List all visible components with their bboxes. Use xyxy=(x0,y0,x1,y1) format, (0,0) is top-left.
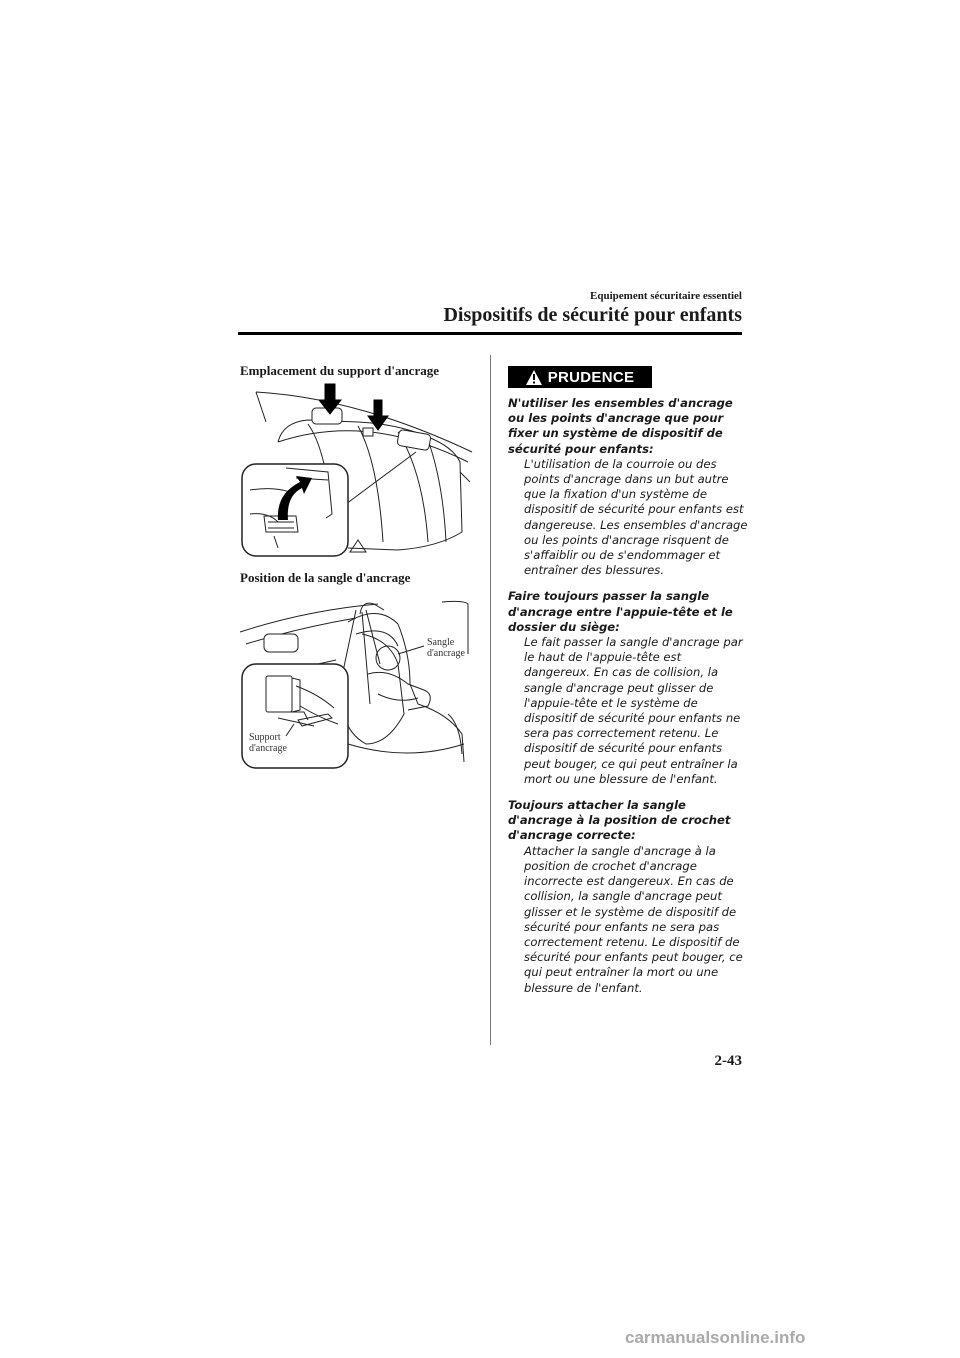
watermark: carmanualsonline.info xyxy=(625,1328,806,1347)
strap-label-line1: Sangle xyxy=(427,637,455,648)
strap-label xyxy=(427,637,465,659)
warning-item-3-lead: Toujours attacher la sangle d'ancrage à la position de crochet d'ancrage correcte: xyxy=(508,798,731,843)
warning-item-2-lead: Faire toujours passer la sangle d'ancrage entre l'appuie-tête et le dossier du siège: xyxy=(508,589,733,634)
support-label-line2: d'ancrage xyxy=(249,743,287,754)
section-name: Equipement sécuritaire essentiel xyxy=(590,290,742,302)
strap-label-line2: d'ancrage xyxy=(427,648,465,659)
figure2-caption: Position de la sangle d'ancrage xyxy=(240,570,411,585)
figure1-caption: Emplacement du support d'ancrage xyxy=(240,363,439,378)
warning-badge-label: PRUDENCE xyxy=(547,368,635,386)
header-rule xyxy=(238,332,742,335)
warning-item-1-lead: N'utiliser les ensembles d'ancrage ou les points d'ancrage que pour fixer un système de dispositif de sécurité pour enfants: xyxy=(508,396,733,456)
column-divider xyxy=(490,355,491,1045)
warning-item-2-detail: Le fait passer la sangle d'ancrage par le haut de l'appuie-tête est dangereux. En cas de collision, la sangle d'ancrage peut glisser de l'appuie-tête et le système de dispositif de sécurité pour enfants ne sera pas correctement retenu. Le dispositif de sécurité pour enfants peut bouger, ce qui peut entraîner la mort ou une blessure de l'enfant. xyxy=(524,635,743,786)
warning-badge xyxy=(508,366,652,388)
warning-item-3-detail: Attacher la sangle d'ancrage à la position de crochet d'ancrage incorrecte est dangereux. En cas de collision, la sangle d'ancrage peut glisser et le système de dispositif de sécurité pour enfants ne sera pas correctement retenu. Le dispositif de sécurité pour enfants peut bouger, ce qui peut entraîner la mort ou une blessure de l'enfant. xyxy=(524,843,743,995)
page-number: 2-43 xyxy=(714,1053,742,1069)
warning-triangle-icon xyxy=(526,370,542,385)
warning-item-1-detail: L'utilisation de la courroie ou des points d'ancrage dans un but autre que la fixation d'un système de dispositif de sécurité pour enfants est dangereuse. Les ensembles d'ancrage ou les points d'ancrage risquent de s'affaiblir ou de s'endommager et entraîner des blessures. xyxy=(524,456,748,578)
anchor-location-illustration xyxy=(238,382,474,560)
page-title: Dispositifs de sécurité pour enfants xyxy=(443,304,742,326)
support-label xyxy=(249,732,287,754)
support-label-line1: Support xyxy=(249,732,281,743)
warning-body xyxy=(508,396,748,1007)
